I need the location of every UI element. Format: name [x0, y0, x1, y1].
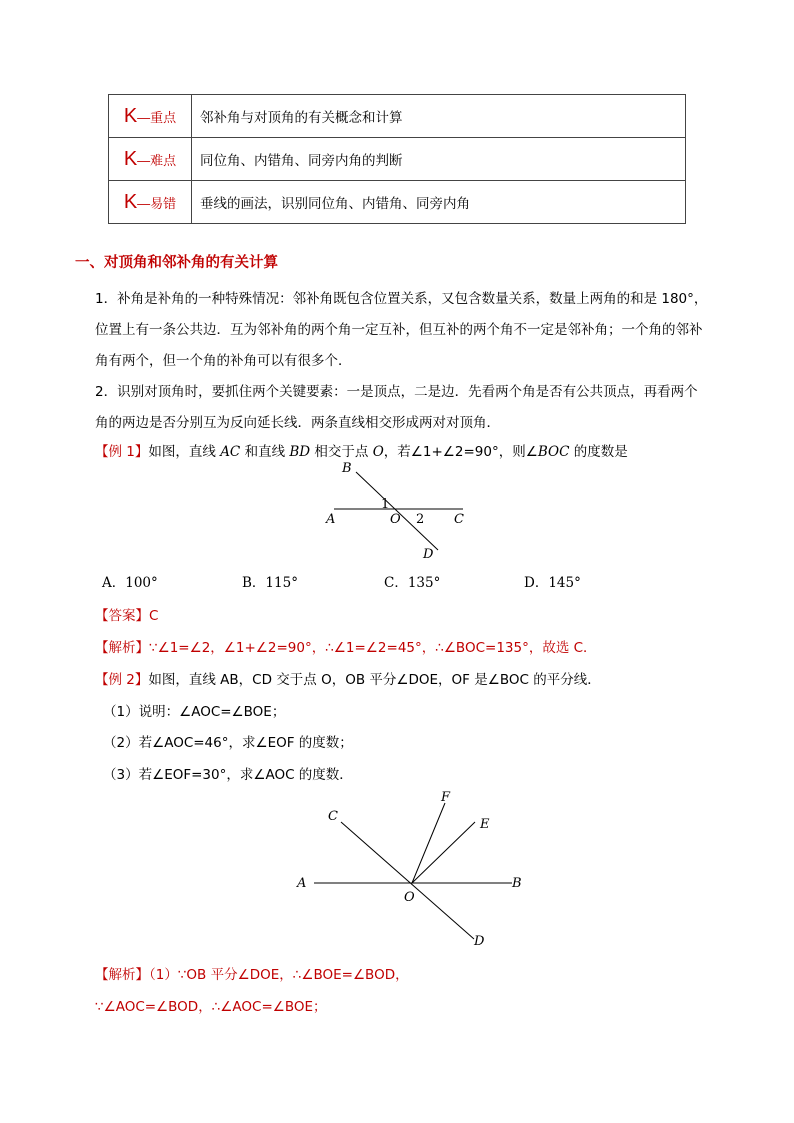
example-2-q1: （1）说明：∠AOC=∠BOE； [103, 704, 286, 720]
ray-of [412, 803, 445, 883]
figure-2 [290, 786, 530, 954]
key-desc: 邻补角与对顶角的有关概念和计算 [192, 95, 686, 138]
label-f: F [441, 790, 451, 805]
table-row [109, 138, 686, 181]
figure-1 [320, 458, 480, 564]
label-c: C [454, 512, 464, 527]
section-title: 一、对顶角和邻补角的有关计算 [75, 255, 278, 271]
key-label: K—易错 [109, 181, 192, 224]
option-b: B．115° [242, 575, 298, 591]
key-desc: 垂线的画法，识别同位角、内错角、同旁内角 [192, 181, 686, 224]
paragraph-2-line-1: 2．识别对顶角时，要抓住两个关键要素：一是顶点，二是边．先看两个角是否有公共顶点，再看两个 [95, 384, 698, 400]
label-e: E [480, 817, 490, 832]
label-o: O [404, 890, 415, 905]
line-bd [356, 472, 438, 550]
angle-2-label: 2 [416, 512, 425, 527]
key-label: K—重点 [109, 95, 192, 138]
option-a: A．100° [102, 575, 158, 591]
table-row [109, 95, 686, 138]
paragraph-2-line-2: 角的两边是否分别互为反向延长线．两条直线相交形成两对对顶角． [95, 415, 500, 431]
analysis-1: 【解析】∵∠1=∠2，∠1+∠2=90°，∴∠1=∠2=45°，∴∠BOC=135°，故选 C． [95, 640, 597, 656]
analysis-2-line-2: ∵∠AOC=∠BOD，∴∠AOC=∠BOE； [95, 999, 327, 1015]
example-2-q3: （3）若∠EOF=30°，求∠AOC 的度数． [103, 767, 353, 783]
example-1-stem: 【例 1】如图，直线 AC 和直线 BD 相交于点 O，若∠1+∠2=90°，则∠BOC 的度数是 [95, 444, 628, 460]
label-c: C [328, 809, 338, 824]
option-c: C．135° [384, 575, 441, 591]
analysis-2-line-1: 【解析】（1）∵OB 平分∠DOE，∴∠BOE=∠BOD， [95, 967, 409, 983]
answer-line: 【答案】C [95, 608, 159, 624]
table-row [109, 181, 686, 224]
paragraph-1-line-2: 位置上有一条公共边．互为邻补角的两个角一定互补，但互补的两个角不一定是邻补角；一个角的邻补 [95, 322, 703, 338]
label-a: A [297, 876, 307, 891]
example-2-q2: （2）若∠AOC=46°，求∠EOF 的度数； [103, 735, 353, 751]
key-label: K—难点 [109, 138, 192, 181]
angle-1-label: 1 [381, 497, 390, 512]
key-points-table [108, 94, 686, 224]
key-desc: 同位角、内错角、同旁内角的判断 [192, 138, 686, 181]
label-b: B [342, 461, 352, 476]
paragraph-1-line-1: 1．补角是补角的一种特殊情况：邻补角既包含位置关系，又包含数量关系，数量上两角的和是 180°， [95, 291, 708, 307]
paragraph-1-line-3: 角有两个，但一个角的补角可以有很多个． [95, 353, 352, 369]
label-b: B [512, 876, 522, 891]
ray-oe [412, 822, 475, 883]
label-d: D [423, 547, 434, 562]
line-cd [341, 822, 474, 939]
option-d: D．145° [524, 575, 581, 591]
example-2-stem: 【例 2】如图，直线 AB，CD 交于点 O，OB 平分∠DOE，OF 是∠BOC 的平分线． [95, 672, 601, 688]
label-a: A [326, 512, 336, 527]
label-o: O [390, 512, 401, 527]
label-d: D [474, 934, 485, 949]
